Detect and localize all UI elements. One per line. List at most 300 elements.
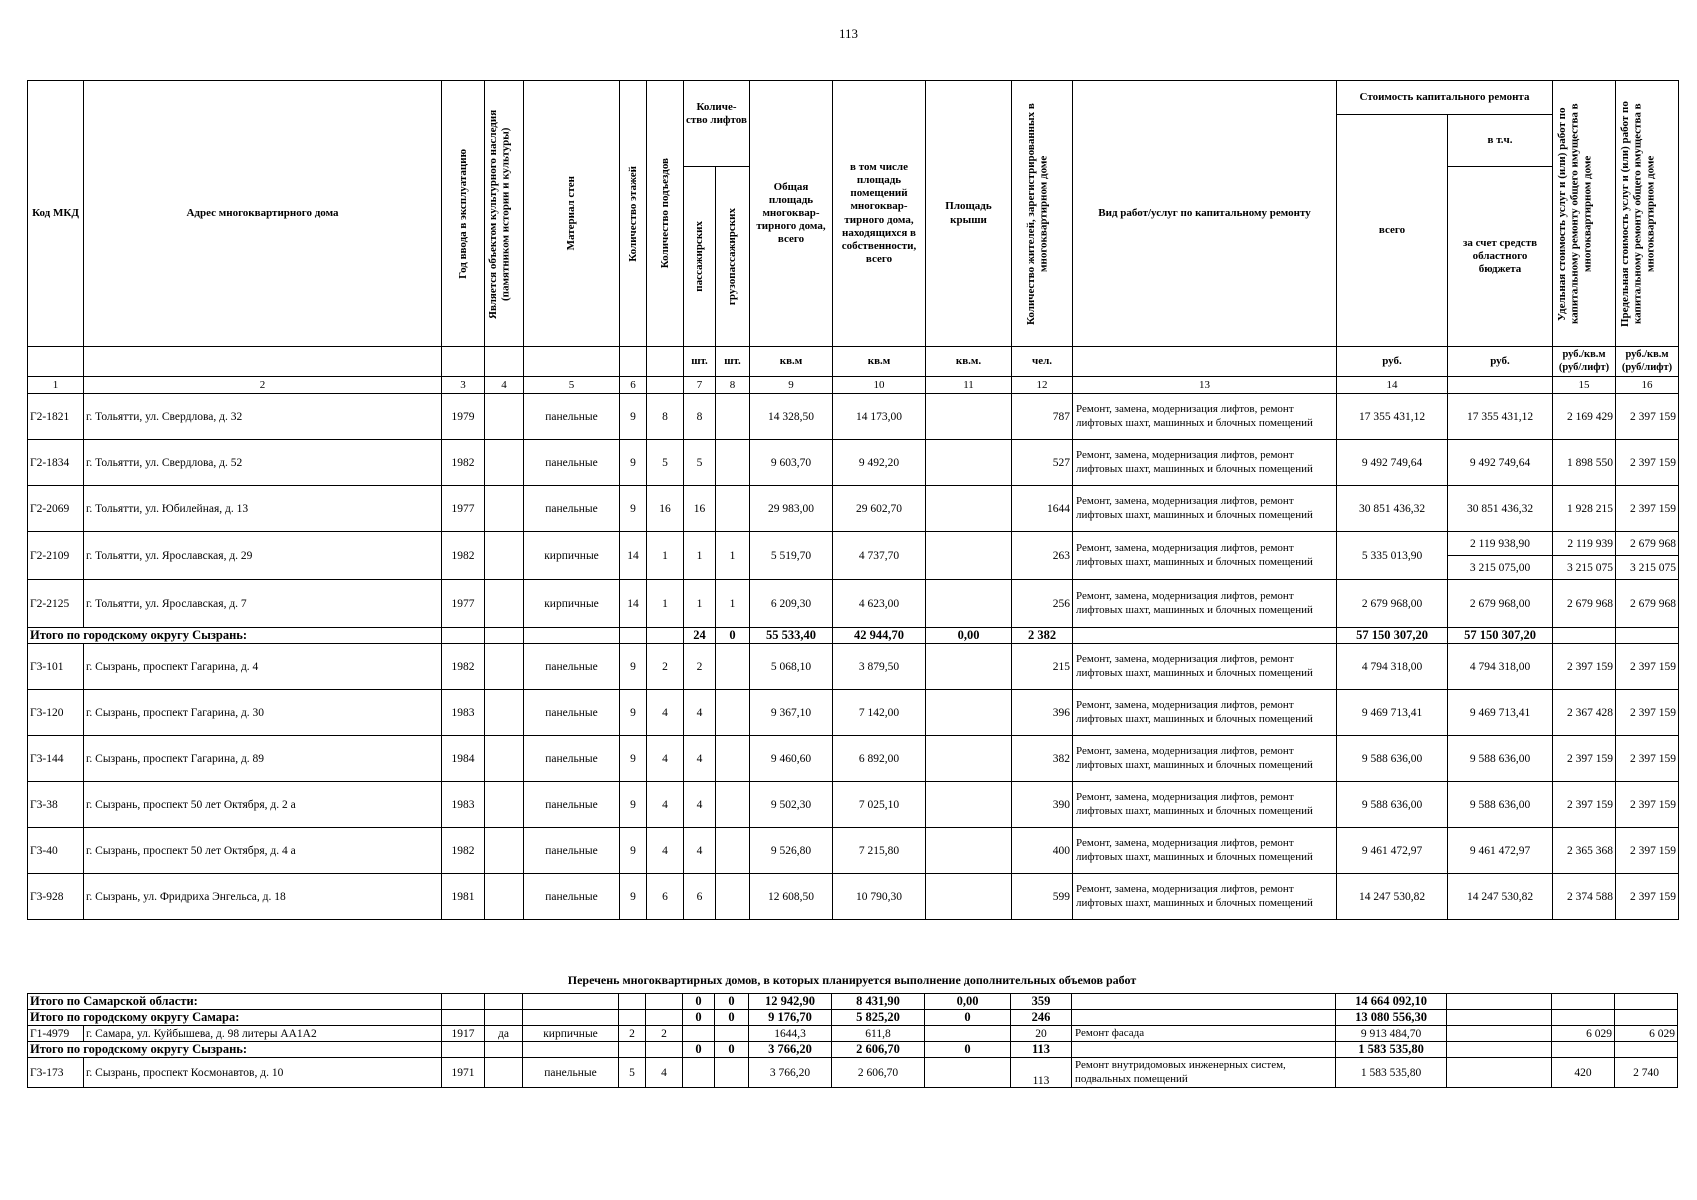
lifts-passenger: 0 [683, 1010, 715, 1026]
empty-cell [647, 628, 684, 644]
hdr-address: Адрес многоквартирного дома [84, 81, 442, 347]
hdr-max-cost: Предельная стоимость услуг и (или) работ по капитальному ремонту общего имущества в многоквартирном доме [1619, 100, 1657, 327]
year: 1977 [442, 486, 485, 532]
mkd-code: Г3-40 [28, 828, 84, 874]
entrances: 4 [647, 782, 684, 828]
column-number: 3 [442, 377, 485, 394]
wall-material: кирпичные [524, 580, 620, 628]
max-cost: 3 215 075 [1616, 556, 1679, 580]
total-label: Итого по городскому округу Самара: [28, 1010, 442, 1026]
hdr-cost-total: всего [1337, 115, 1448, 347]
cost-regional: 57 150 307,20 [1448, 628, 1553, 644]
roof-area [926, 394, 1012, 440]
cost-total: 9 461 472,97 [1337, 828, 1448, 874]
hdr-code: Код МКД [28, 81, 84, 347]
total-area: 9 367,10 [750, 690, 833, 736]
lifts-cargo [715, 1026, 749, 1042]
empty-cell [442, 994, 485, 1010]
premises-area: 14 173,00 [833, 394, 926, 440]
empty-cell [1553, 628, 1616, 644]
hdr-year: Год ввода в эксплуатацию [456, 148, 469, 279]
total-row [28, 994, 1678, 1010]
total-area: 5 519,70 [750, 532, 833, 580]
total-row [28, 1042, 1678, 1058]
wall-material: панельные [524, 874, 620, 920]
total-area: 5 068,10 [750, 644, 833, 690]
empty-cell [1615, 1010, 1678, 1026]
column-number: 4 [485, 377, 524, 394]
floors: 2 [619, 1026, 646, 1042]
lifts-cargo [716, 874, 750, 920]
address: г. Тольятти, ул. Свердлова, д. 32 [84, 394, 442, 440]
year: 1971 [442, 1058, 485, 1088]
entrances: 4 [647, 828, 684, 874]
lifts-cargo [716, 828, 750, 874]
empty-cell [1072, 1010, 1336, 1026]
entrances: 8 [647, 394, 684, 440]
unit-m2: кв.м [833, 347, 926, 377]
lifts-cargo: 0 [715, 1010, 749, 1026]
work-type: Ремонт, замена, модернизация лифтов, ремонт лифтовых шахт, машинных и блочных помещений [1073, 736, 1337, 782]
year: 1982 [442, 644, 485, 690]
year: 1982 [442, 532, 485, 580]
table-row [28, 1058, 1678, 1088]
lifts-cargo [716, 440, 750, 486]
max-cost: 2 397 159 [1616, 690, 1679, 736]
wall-material: панельные [524, 690, 620, 736]
empty-cell [646, 1010, 683, 1026]
residents: 113 [1011, 1058, 1072, 1088]
residents: 263 [1012, 532, 1073, 580]
lifts-cargo [716, 644, 750, 690]
cost-total: 57 150 307,20 [1337, 628, 1448, 644]
residents: 396 [1012, 690, 1073, 736]
premises-area: 7 025,10 [833, 782, 926, 828]
lifts-passenger: 6 [684, 874, 716, 920]
lifts-passenger: 5 [684, 440, 716, 486]
residents: 787 [1012, 394, 1073, 440]
heritage [485, 782, 524, 828]
lifts-cargo [716, 690, 750, 736]
total-label: Итого по городскому округу Сызрань: [28, 628, 442, 644]
total-area: 3 766,20 [749, 1058, 832, 1088]
hdr-premises-area: в том числе площадь помещений многоквар-тирного дома, находящихся в собственности, всего [833, 81, 926, 347]
unit-rub: руб. [1448, 347, 1553, 377]
column-number: 13 [1073, 377, 1337, 394]
cost-total: 9 913 484,70 [1336, 1026, 1447, 1042]
heritage [485, 580, 524, 628]
heritage [485, 690, 524, 736]
column-number: 11 [926, 377, 1012, 394]
max-cost: 6 029 [1615, 1026, 1678, 1042]
cost-total: 9 469 713,41 [1337, 690, 1448, 736]
work-type: Ремонт, замена, модернизация лифтов, ремонт лифтовых шахт, машинных и блочных помещений [1073, 532, 1337, 580]
column-number: 15 [1553, 377, 1616, 394]
lifts-cargo: 1 [716, 580, 750, 628]
floors: 14 [620, 532, 647, 580]
hdr-lifts: Количе-ство лифтов [684, 81, 750, 167]
premises-area: 6 892,00 [833, 736, 926, 782]
roof-area [926, 440, 1012, 486]
cost-total: 1 583 535,80 [1336, 1042, 1447, 1058]
unit-pcs: шт. [684, 347, 716, 377]
cost-regional: 9 461 472,97 [1448, 828, 1553, 874]
unit-cost: 6 029 [1552, 1026, 1615, 1042]
total-label: Итого по Самарской области: [28, 994, 442, 1010]
residents: 382 [1012, 736, 1073, 782]
year: 1983 [442, 690, 485, 736]
table-row [28, 1026, 1678, 1042]
column-number: 12 [1012, 377, 1073, 394]
hdr-entrances: Количество подъездов [658, 158, 671, 269]
floors: 5 [619, 1058, 646, 1088]
lifts-passenger: 8 [684, 394, 716, 440]
heritage [485, 736, 524, 782]
roof-area [926, 782, 1012, 828]
floors: 14 [620, 580, 647, 628]
work-type: Ремонт, замена, модернизация лифтов, ремонт лифтовых шахт, машинных и блочных помещений [1073, 690, 1337, 736]
floors: 9 [620, 644, 647, 690]
entrances: 1 [647, 532, 684, 580]
hdr-heritage: Является объектом культурного наследия (памятником истории и культуры) [487, 108, 512, 319]
column-number [647, 377, 684, 394]
heritage [485, 394, 524, 440]
column-number: 16 [1616, 377, 1679, 394]
cost-regional [1447, 994, 1552, 1010]
lifts-passenger: 4 [684, 782, 716, 828]
wall-material: кирпичные [523, 1026, 619, 1042]
lifts-passenger [683, 1058, 715, 1088]
column-number: 8 [716, 377, 750, 394]
empty-cell [1552, 1042, 1615, 1058]
table-row [28, 486, 1679, 532]
max-cost: 2 679 968 [1616, 580, 1679, 628]
cost-total: 30 851 436,32 [1337, 486, 1448, 532]
total-area: 9 460,60 [750, 736, 833, 782]
heritage [485, 644, 524, 690]
cost-regional [1447, 1026, 1552, 1042]
roof-area [926, 690, 1012, 736]
entrances: 4 [647, 736, 684, 782]
cost-regional: 9 588 636,00 [1448, 782, 1553, 828]
cost-total: 1 583 535,80 [1336, 1058, 1447, 1088]
max-cost: 2 397 159 [1616, 486, 1679, 532]
lifts-passenger: 0 [683, 994, 715, 1010]
max-cost: 2 397 159 [1616, 440, 1679, 486]
wall-material: панельные [524, 394, 620, 440]
lifts-cargo [716, 394, 750, 440]
address: г. Сызрань, проспект Космонавтов, д. 10 [84, 1058, 442, 1088]
floors: 9 [620, 690, 647, 736]
column-number [1448, 377, 1553, 394]
empty-cell [442, 1042, 485, 1058]
mkd-code: Г3-38 [28, 782, 84, 828]
residents: 256 [1012, 580, 1073, 628]
cost-regional: 2 119 938,90 [1448, 532, 1553, 556]
column-number: 7 [684, 377, 716, 394]
unit-cost: 1 928 215 [1553, 486, 1616, 532]
address: г. Тольятти, ул. Юбилейная, д. 13 [84, 486, 442, 532]
residents: 599 [1012, 874, 1073, 920]
work-type: Ремонт фасада [1072, 1026, 1336, 1042]
lifts-cargo: 1 [716, 532, 750, 580]
premises-area: 7 142,00 [833, 690, 926, 736]
unit-cost: 1 898 550 [1553, 440, 1616, 486]
residents: 400 [1012, 828, 1073, 874]
hdr-total-area: Общая площадь многоквар-тирного дома, всего [750, 81, 833, 347]
address: г. Сызрань, проспект 50 лет Октября, д. 2 а [84, 782, 442, 828]
unit-cost: 2 169 429 [1553, 394, 1616, 440]
year: 1981 [442, 874, 485, 920]
premises-area: 8 431,90 [832, 994, 925, 1010]
cost-total: 9 588 636,00 [1337, 736, 1448, 782]
work-type: Ремонт, замена, модернизация лифтов, ремонт лифтовых шахт, машинных и блочных помещений [1073, 394, 1337, 440]
wall-material: панельные [524, 440, 620, 486]
table-row [28, 532, 1679, 556]
lifts-passenger: 4 [684, 690, 716, 736]
empty-cell [485, 628, 524, 644]
wall-material: панельные [524, 828, 620, 874]
mkd-code: Г1-4979 [28, 1026, 84, 1042]
mkd-code: Г2-1821 [28, 394, 84, 440]
total-row [28, 1010, 1678, 1026]
unit-cost: 2 679 968 [1553, 580, 1616, 628]
year: 1917 [442, 1026, 485, 1042]
floors: 9 [620, 486, 647, 532]
lifts-passenger: 4 [684, 736, 716, 782]
work-type: Ремонт, замена, модернизация лифтов, ремонт лифтовых шахт, машинных и блочных помещений [1073, 874, 1337, 920]
entrances: 1 [647, 580, 684, 628]
column-number: 10 [833, 377, 926, 394]
lifts-passenger: 1 [684, 580, 716, 628]
unit-cost: 2 119 939 [1553, 532, 1616, 556]
roof-area: 0 [925, 1010, 1011, 1026]
entrances: 2 [647, 644, 684, 690]
empty-cell [485, 1010, 523, 1026]
total-area: 1644,3 [749, 1026, 832, 1042]
roof-area [926, 644, 1012, 690]
residents: 20 [1011, 1026, 1072, 1042]
premises-area: 2 606,70 [832, 1042, 925, 1058]
cost-total: 17 355 431,12 [1337, 394, 1448, 440]
table-row [28, 580, 1679, 628]
empty-cell [1552, 994, 1615, 1010]
max-cost: 2 397 159 [1616, 394, 1679, 440]
unit-cost: 420 [1552, 1058, 1615, 1088]
mkd-code: Г2-2125 [28, 580, 84, 628]
heritage [485, 828, 524, 874]
lifts-cargo [716, 736, 750, 782]
year: 1982 [442, 828, 485, 874]
premises-area: 3 879,50 [833, 644, 926, 690]
hdr-unit-cost: Удельная стоимость услуг и (или) работ по капитальному ремонту общего имущества в многоквартирном доме [1556, 103, 1594, 324]
cost-total: 4 794 318,00 [1337, 644, 1448, 690]
empty-cell [485, 1042, 523, 1058]
table-row [28, 440, 1679, 486]
premises-area: 10 790,30 [833, 874, 926, 920]
unit-cost: 2 397 159 [1553, 782, 1616, 828]
lifts-passenger: 24 [684, 628, 716, 644]
hdr-cost: Стоимость капитального ремонта [1337, 81, 1553, 115]
empty-cell [619, 994, 646, 1010]
cost-regional: 3 215 075,00 [1448, 556, 1553, 580]
roof-area: 0,00 [925, 994, 1011, 1010]
column-number: 14 [1337, 377, 1448, 394]
unit-pcs: шт. [716, 347, 750, 377]
year: 1983 [442, 782, 485, 828]
empty-cell [1073, 628, 1337, 644]
table-row [28, 782, 1679, 828]
wall-material: панельные [523, 1058, 619, 1088]
premises-area: 4 623,00 [833, 580, 926, 628]
floors: 9 [620, 440, 647, 486]
premises-area: 7 215,80 [833, 828, 926, 874]
unit-people: чел. [1012, 347, 1073, 377]
mkd-code: Г2-2109 [28, 532, 84, 580]
max-cost: 2 397 159 [1616, 736, 1679, 782]
wall-material: панельные [524, 644, 620, 690]
unit-cost: 3 215 075 [1553, 556, 1616, 580]
cost-total: 2 679 968,00 [1337, 580, 1448, 628]
mkd-code: Г3-144 [28, 736, 84, 782]
max-cost: 2 397 159 [1616, 828, 1679, 874]
unit-cost: 2 365 368 [1553, 828, 1616, 874]
lifts-passenger [683, 1026, 715, 1042]
floors: 9 [620, 828, 647, 874]
empty-cell [1616, 628, 1679, 644]
unit-rub: руб. [1337, 347, 1448, 377]
address: г. Самара, ул. Куйбышева, д. 98 литеры АА1А2 [84, 1026, 442, 1042]
hdr-cost-regional: за счет средств областного бюджета [1448, 167, 1553, 347]
mkd-code: Г2-1834 [28, 440, 84, 486]
hdr-roof-area: Площадь крыши [926, 81, 1012, 347]
roof-area [926, 736, 1012, 782]
residents: 215 [1012, 644, 1073, 690]
cost-total: 9 492 749,64 [1337, 440, 1448, 486]
roof-area: 0 [925, 1042, 1011, 1058]
cost-regional: 30 851 436,32 [1448, 486, 1553, 532]
entrances: 2 [646, 1026, 683, 1042]
roof-area: 0,00 [926, 628, 1012, 644]
unit-m2: кв.м [750, 347, 833, 377]
year: 1984 [442, 736, 485, 782]
max-cost: 2 679 968 [1616, 532, 1679, 556]
total-area: 29 983,00 [750, 486, 833, 532]
lifts-cargo: 0 [715, 1042, 749, 1058]
wall-material: панельные [524, 486, 620, 532]
table-row [28, 828, 1679, 874]
hdr-work-type: Вид работ/услуг по капитальному ремонту [1073, 81, 1337, 347]
empty-cell [1615, 1042, 1678, 1058]
work-type: Ремонт, замена, модернизация лифтов, ремонт лифтовых шахт, машинных и блочных помещений [1073, 440, 1337, 486]
mkd-code: Г3-120 [28, 690, 84, 736]
lifts-passenger: 16 [684, 486, 716, 532]
mkd-code: Г3-101 [28, 644, 84, 690]
hdr-material: Материал стен [565, 176, 578, 251]
additional-works-caption: Перечень многоквартирных домов, в которых планируется выполнение дополнительных объемов работ [567, 973, 1137, 987]
residents: 359 [1011, 994, 1072, 1010]
max-cost: 2 397 159 [1616, 644, 1679, 690]
cost-total: 14 247 530,82 [1337, 874, 1448, 920]
table-row [28, 874, 1679, 920]
residents: 527 [1012, 440, 1073, 486]
cost-regional: 4 794 318,00 [1448, 644, 1553, 690]
hdr-cost-incl: в т.ч. [1448, 115, 1553, 167]
work-type: Ремонт, замена, модернизация лифтов, ремонт лифтовых шахт, машинных и блочных помещений [1073, 782, 1337, 828]
cost-regional: 17 355 431,12 [1448, 394, 1553, 440]
table-row [28, 644, 1679, 690]
cost-total: 14 664 092,10 [1336, 994, 1447, 1010]
total-row [28, 628, 1679, 644]
unit-cost: 2 397 159 [1553, 736, 1616, 782]
address: г. Сызрань, проспект Гагарина, д. 89 [84, 736, 442, 782]
wall-material: панельные [524, 782, 620, 828]
cost-regional: 9 588 636,00 [1448, 736, 1553, 782]
table-row [28, 690, 1679, 736]
empty-cell [442, 1010, 485, 1026]
empty-cell [524, 628, 620, 644]
max-cost: 2 397 159 [1616, 782, 1679, 828]
unit-cost: 2 367 428 [1553, 690, 1616, 736]
lifts-passenger: 2 [684, 644, 716, 690]
mkd-code: Г3-173 [28, 1058, 84, 1088]
total-area: 14 328,50 [750, 394, 833, 440]
empty-cell [619, 1042, 646, 1058]
column-number: 5 [524, 377, 620, 394]
roof-area [926, 486, 1012, 532]
empty-cell [1072, 1042, 1336, 1058]
address: г. Тольятти, ул. Ярославская, д. 7 [84, 580, 442, 628]
work-type: Ремонт, замена, модернизация лифтов, ремонт лифтовых шахт, машинных и блочных помещений [1073, 828, 1337, 874]
premises-area: 611,8 [832, 1026, 925, 1042]
column-number: 9 [750, 377, 833, 394]
total-label: Итого по городскому округу Сызрань: [28, 1042, 442, 1058]
main-table [27, 80, 1679, 920]
heritage [485, 874, 524, 920]
entrances: 5 [647, 440, 684, 486]
address: г. Сызрань, проспект 50 лет Октября, д. 4 а [84, 828, 442, 874]
heritage [485, 532, 524, 580]
empty-cell [523, 1010, 619, 1026]
column-number: 2 [84, 377, 442, 394]
wall-material: панельные [524, 736, 620, 782]
column-number: 6 [620, 377, 647, 394]
work-type: Ремонт внутридомовых инженерных систем, подвальных помещений [1072, 1058, 1336, 1088]
hdr-residents: Количество жителей, зарегистрированных в многоквартирном доме [1025, 102, 1050, 325]
cost-regional [1447, 1010, 1552, 1026]
year: 1982 [442, 440, 485, 486]
empty-cell [442, 628, 485, 644]
lifts-cargo: 0 [715, 994, 749, 1010]
premises-area: 9 492,20 [833, 440, 926, 486]
premises-area: 42 944,70 [833, 628, 926, 644]
premises-area: 5 825,20 [832, 1010, 925, 1026]
cost-regional: 14 247 530,82 [1448, 874, 1553, 920]
lifts-cargo [716, 486, 750, 532]
total-area: 6 209,30 [750, 580, 833, 628]
roof-area [926, 580, 1012, 628]
column-number: 1 [28, 377, 84, 394]
cost-regional: 2 679 968,00 [1448, 580, 1553, 628]
unit-rub-m2: руб./кв.м (руб/лифт) [1553, 347, 1616, 377]
heritage [485, 1058, 523, 1088]
residents: 390 [1012, 782, 1073, 828]
cost-total: 9 588 636,00 [1337, 782, 1448, 828]
lifts-cargo [715, 1058, 749, 1088]
roof-area [925, 1058, 1011, 1088]
entrances: 16 [647, 486, 684, 532]
cost-regional: 9 492 749,64 [1448, 440, 1553, 486]
